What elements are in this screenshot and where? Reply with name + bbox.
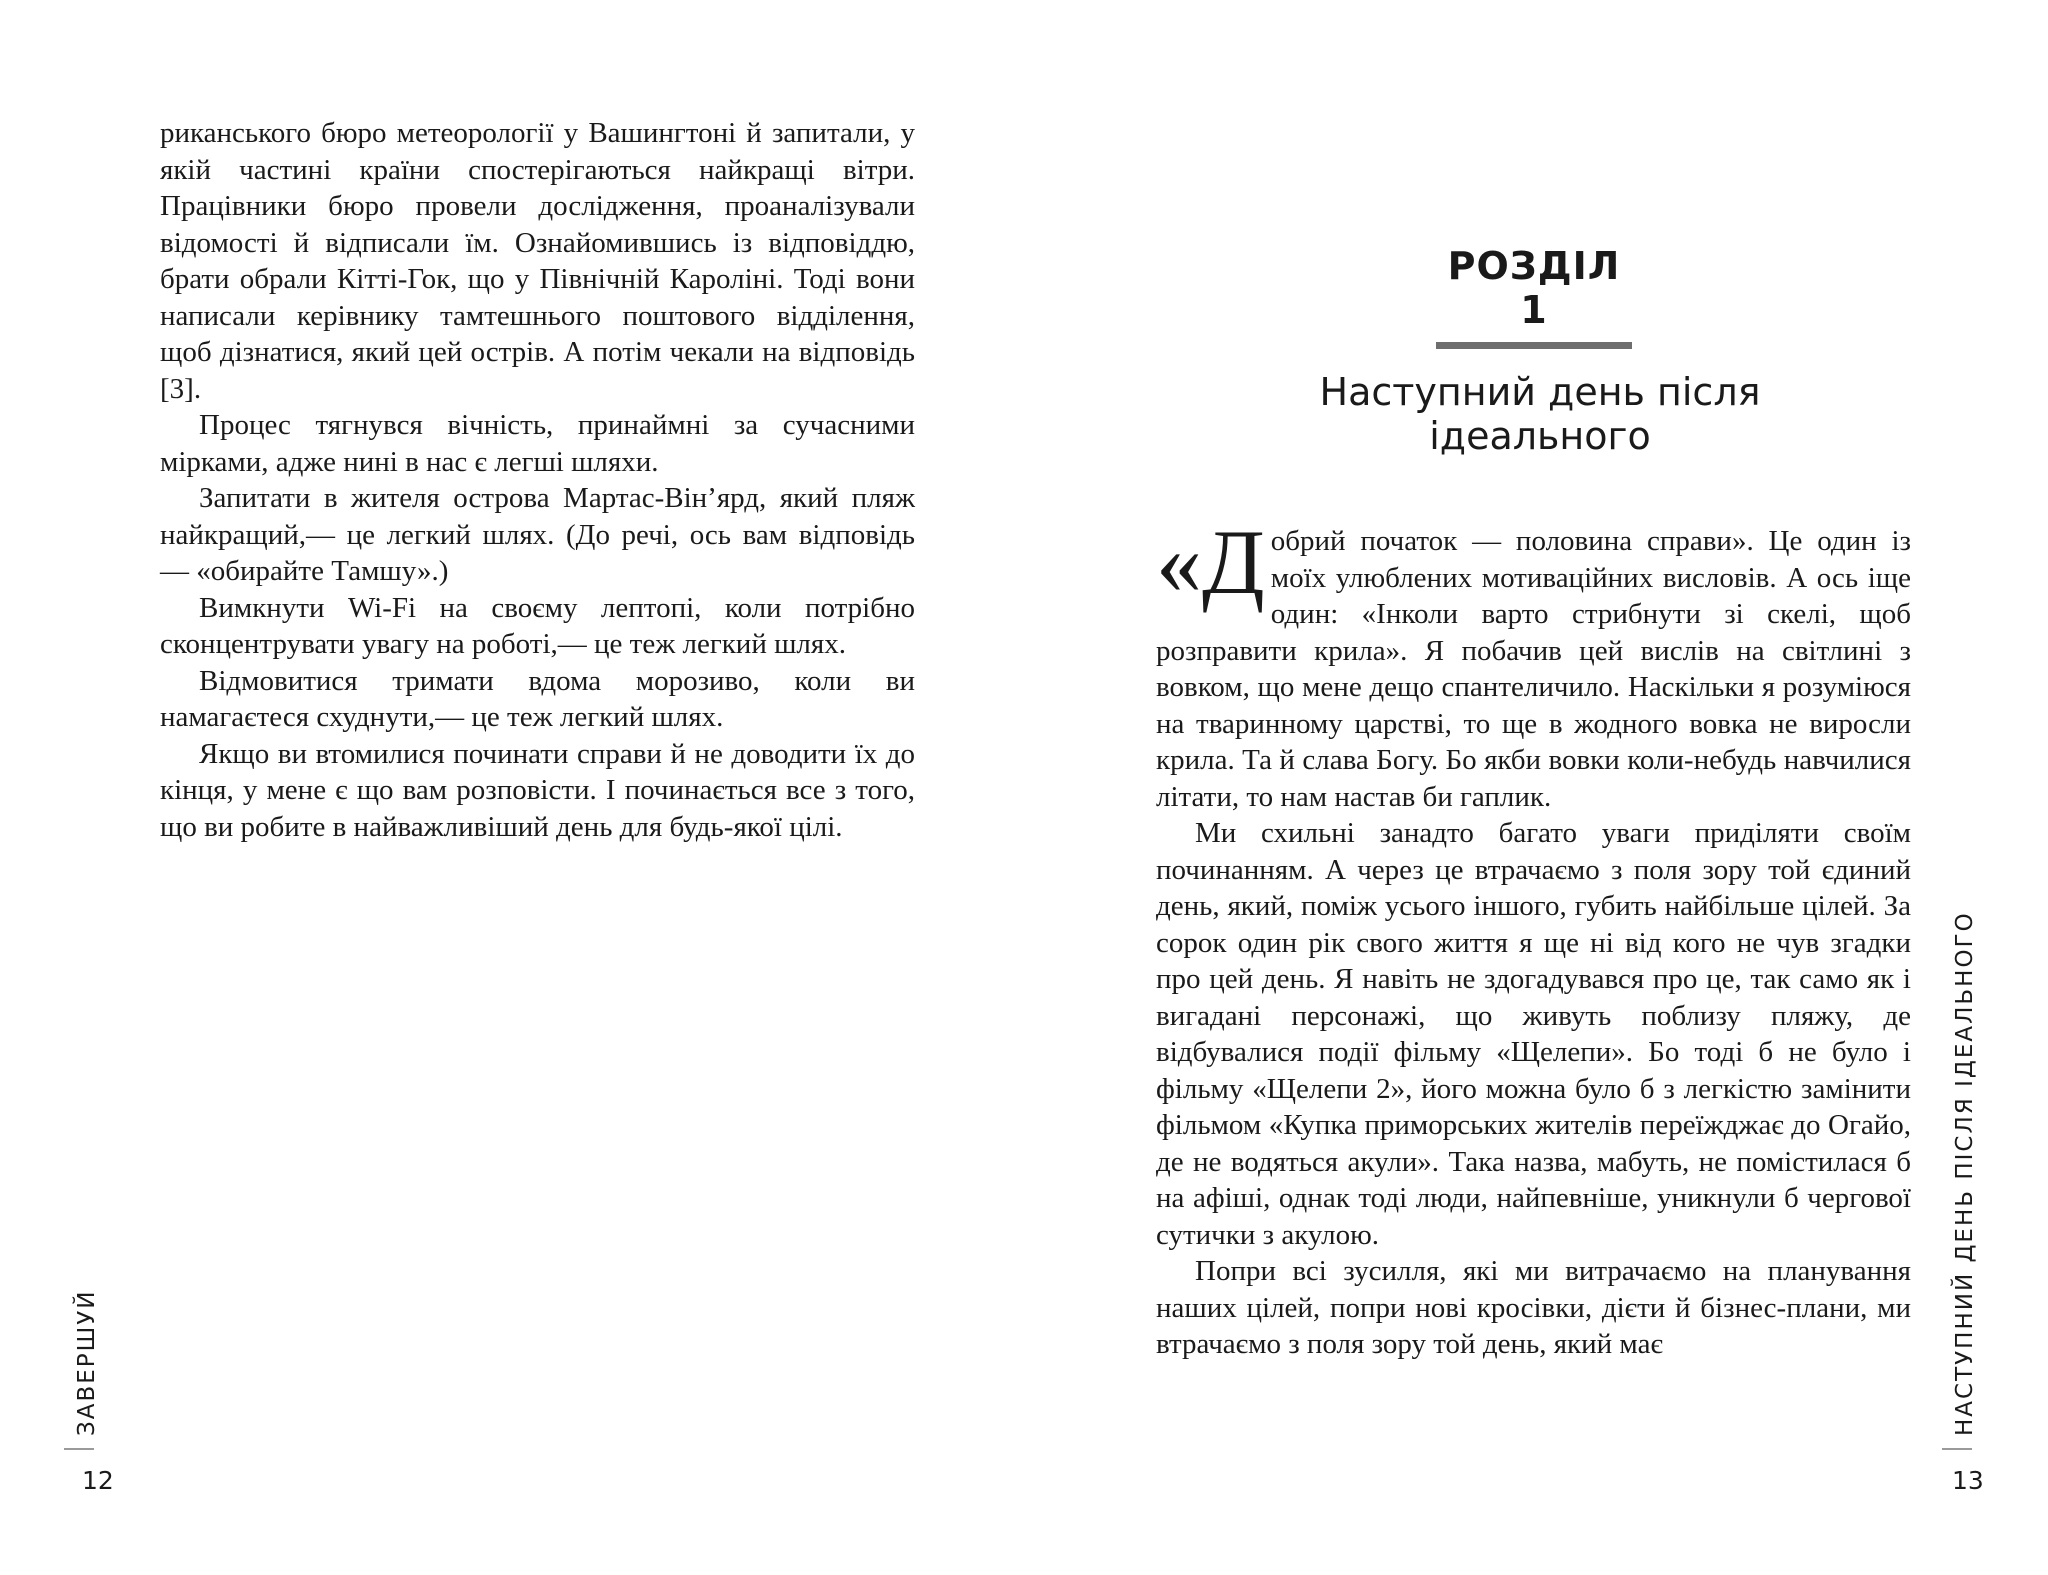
right-page-body xyxy=(1156,511,1911,1363)
paragraph: Якщо ви втомилися починати справи й не доводити їх до кінця, у мене є що вам розповісти. І починається все з того, що ви робите в найважливіший день для будь-якої цілі. xyxy=(160,737,915,843)
chapter-title: Наступний день після ідеального xyxy=(1319,370,1761,458)
paragraph: Запитати в жителя острова Мартас-Він’ярд, який пляж найкращий,— це легкий шлях. (До речі, ось вам відповідь — «обирайте Тамшу».) xyxy=(160,482,915,587)
paragraph: Попри всі зусилля, які ми витрачаємо на планування наших цілей, попри нові кросівки, дієти й бізнес-плани, ми втрачаємо з поля зору той день, який має xyxy=(1156,1255,1911,1360)
left-running-head-rule xyxy=(64,1448,94,1450)
left-running-head: ЗАВЕРШУЙ xyxy=(74,1289,100,1436)
paragraph: риканського бюро метеорології у Вашингтоні й запитали, у якій частині країни спостерігаються найкращі вітри. Працівники бюро провели дослідження, проаналізували відомості й відписали їм. Ознайомившись із відповіддю, брати обрали Кітті-Гок, що у Північній Кароліні. Тоді вони написали керівнику тамтешнього поштового відділення, щоб дізнатися, який цей острів. А потім чекали на відповідь [3]. xyxy=(160,117,915,405)
left-page-number: 12 xyxy=(82,1466,114,1495)
drop-cap: «Д xyxy=(1156,511,1265,613)
opening-paragraph-text: обрий початок — половина справи». Це один із моїх улюблених мотиваційних висловів. А ось іще один: «Інколи варто стрибнути зі скелі, щоб розправити крила». Я побачив цей вислів на світлині з вовком, що мене дещо спантеличило. Наскільки я розуміюся на тваринному царстві, то ще в жодного вовка не виросли крила. Та й слава Богу. Бо якби вовки коли-небудь навчилися літати, то нам настав би гаплик. xyxy=(1156,525,1911,813)
paragraph: Відмовитися тримати вдома морозиво, коли ви намагаєтеся схуднути,— це теж легкий шлях. xyxy=(160,664,915,733)
right-running-head-rule xyxy=(1942,1448,1972,1450)
paragraph: Вимкнути Wi-Fi на своєму лептопі, коли потрібно сконцентрувати увагу на роботі,— це теж легкий шлях. xyxy=(160,591,915,660)
right-page-number: 13 xyxy=(1952,1466,1984,1495)
paragraph: Процес тягнувся вічність, принаймні за сучасними мірками, адже нині в нас є легші шляхи. xyxy=(160,409,915,478)
chapter-label: РОЗДІЛ 1 xyxy=(1436,244,1632,349)
right-running-head: НАСТУПНИЙ ДЕНЬ ПІСЛЯ ІДЕАЛЬНОГО xyxy=(1952,911,1978,1436)
opening-paragraph xyxy=(1156,511,1911,815)
left-page-body xyxy=(160,115,915,845)
paragraph: Ми схильні занадто багато уваги приділяти своїм починанням. А через це втрачаємо з поля зору той єдиний день, який, поміж усього іншого, губить найбільше цілей. За сорок один рік свого життя я ще ні від кого не чув згадки про цей день. Я навіть не здогадувався про це, так само як і вигадані персонажі, що живуть поблизу пляжу, де відбувалися події фільму «Щелепи». Бо тоді б не було і фільму «Щелепи 2», його можна було б з легкістю замінити фільмом «Купка приморських жителів переїжджає до Огайо, де не водяться акули». Така назва, мабуть, не помістилася б на афіші, однак тоді люди, найпевніше, уникнули б чергової сутички з акулою. xyxy=(1156,817,1911,1251)
